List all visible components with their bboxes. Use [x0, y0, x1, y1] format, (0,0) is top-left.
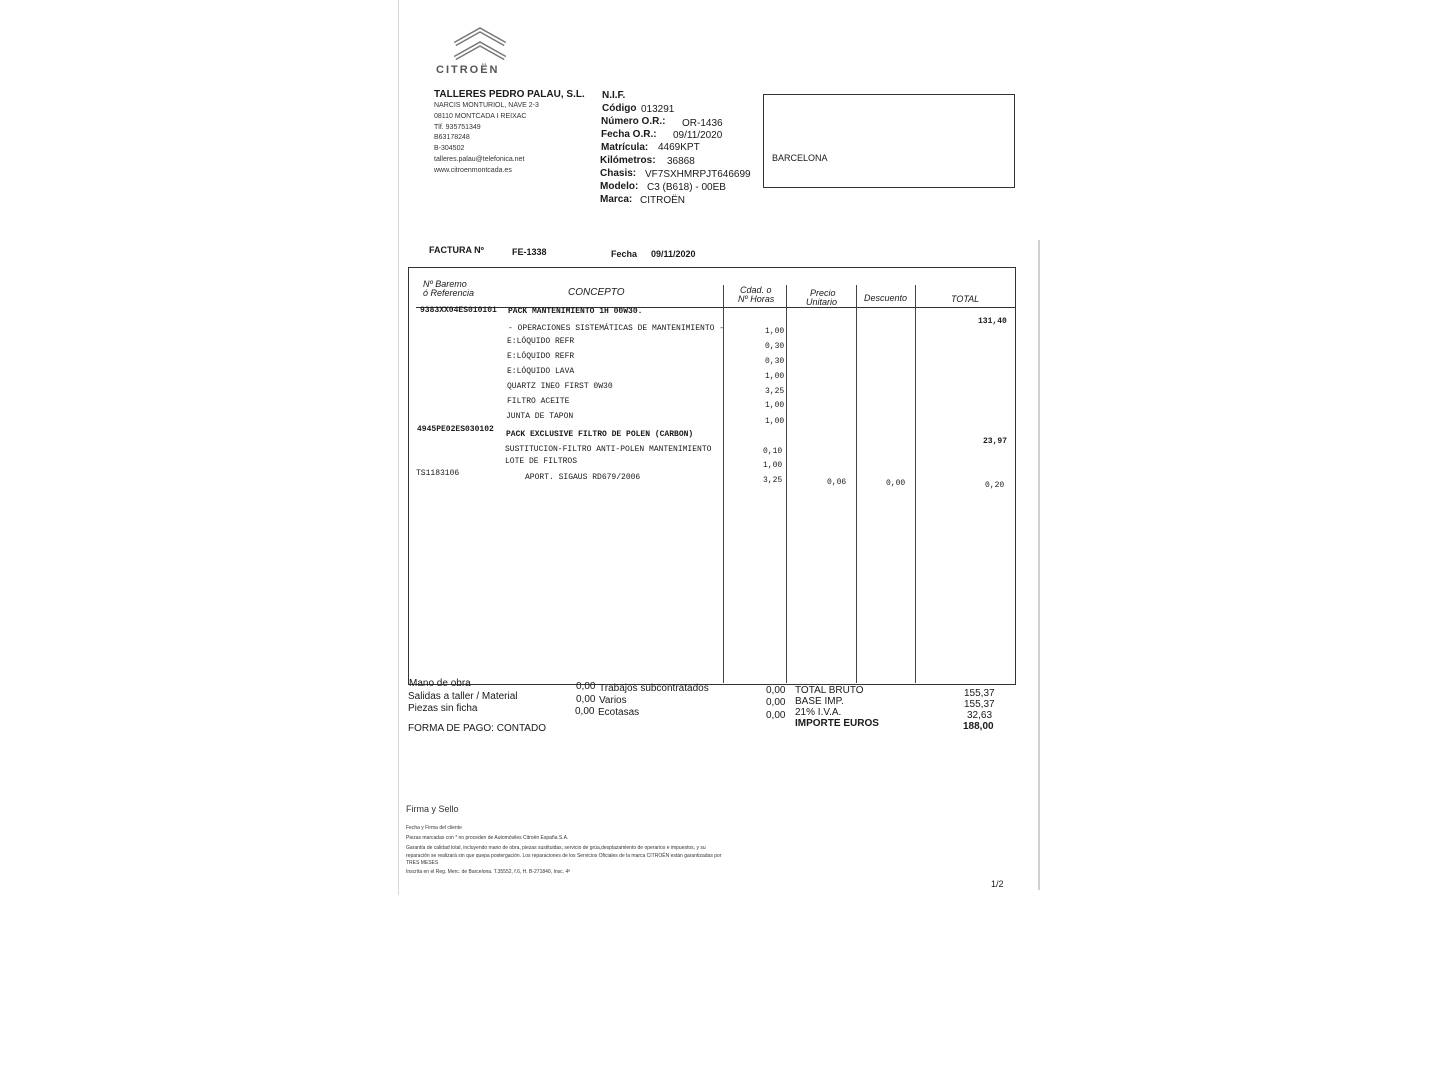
page-number: 1/2: [991, 879, 1004, 889]
factura-number: FE-1338: [512, 247, 547, 257]
row-9-concept: PACK EXCLUSIVE FILTRO DE POLEN (CARBON): [506, 430, 694, 439]
row-12-total: 0,20: [985, 481, 1005, 490]
mano-obra-value: 0,00: [576, 681, 596, 692]
col-divider-total: [915, 285, 916, 683]
piezas-label: Piezas sin ficha: [408, 703, 478, 714]
page-edge-right: [1038, 240, 1040, 890]
row-12-ref: TS1183106: [416, 469, 460, 478]
total-bruto-value: 155,37: [964, 688, 995, 699]
row-10-concept: SUSTITUCION-FILTRO ANTI-POLEN MANTENIMIENTO: [505, 445, 712, 454]
modelo-value: C3 (B618) - 00EB: [647, 182, 726, 193]
salidas-label: Salidas a taller / Material: [408, 691, 518, 702]
trabajos-label: Trabajos subcontratados: [599, 683, 709, 694]
chasis-label: Chasis:: [600, 168, 637, 179]
row-12-price: 0,06: [827, 478, 847, 487]
varios-value: 0,00: [766, 697, 786, 708]
row-11-concept: LOTE DE FILTROS: [505, 457, 578, 466]
row-1-total: 131,40: [978, 317, 1007, 326]
fecha-or-value: 09/11/2020: [673, 130, 723, 141]
fecha-or-label: Fecha O.R.:: [601, 129, 657, 140]
footer-line-5: TRES MESES: [406, 860, 439, 866]
varios-label: Varios: [599, 695, 627, 706]
row-12-qty: 3,25: [763, 476, 783, 485]
ecotasas-label: Ecotasas: [598, 707, 640, 718]
row-9-total: 23,97: [983, 437, 1008, 446]
nif-label: N.I.F.: [602, 90, 626, 101]
row-8-concept: JUNTA DE TAPON: [506, 412, 574, 421]
brand-name: CITROËN: [436, 64, 500, 76]
th-cdad-line1: Cdad. o: [740, 285, 772, 295]
col-divider-disc: [856, 285, 857, 683]
marca-value: CITROËN: [640, 195, 685, 206]
row-11-qty: 1,00: [763, 461, 783, 470]
row-1-ref: 9383XX04ES010101: [420, 306, 497, 315]
client-address-box: [763, 94, 1015, 188]
codigo-label: Código: [602, 103, 637, 114]
codigo-value: 013291: [641, 104, 675, 115]
ecotasas-value: 0,00: [766, 710, 786, 721]
row-8-qty: 1,00: [765, 417, 785, 426]
footer-line-1: Fecha y Firma del cliente: [406, 825, 462, 831]
company-address: NARCIS MONTURIOL, NAVE 2-3: [434, 102, 539, 109]
company-city: 08110 MONTCADA I REIXAC: [434, 113, 527, 120]
row-4-qty: 0,30: [765, 357, 785, 366]
row-4-concept: E:LÓQUIDO REFR: [507, 352, 575, 361]
footer-line-4: reparación se realizará sin que quepa postergación. Los reparaciones de los Servicios Oficiales de la marca CITROËN están garantizadas por: [406, 853, 722, 859]
modelo-label: Modelo:: [600, 181, 639, 192]
company-phone: Tlf. 935751349: [434, 124, 481, 131]
row-6-concept: QUARTZ INEO FIRST 0W30: [507, 382, 613, 391]
importe-value: 188,00: [963, 721, 994, 732]
company-name: TALLERES PEDRO PALAU, S.L.: [434, 89, 585, 100]
row-7-qty: 1,00: [765, 401, 785, 410]
th-descuento: Descuento: [864, 293, 908, 303]
forma-pago: FORMA DE PAGO: CONTADO: [408, 723, 546, 734]
th-ref-line1: Nº Baremo: [423, 279, 467, 289]
th-precio-line1: Precio: [810, 288, 836, 298]
base-imp-value: 155,37: [964, 699, 995, 710]
base-imp-label: BASE IMP.: [795, 696, 844, 707]
km-value: 36868: [667, 156, 695, 167]
iva-label: 21% I.V.A.: [795, 707, 842, 718]
trabajos-value: 0,00: [766, 685, 786, 696]
matricula-label: Matrícula:: [601, 142, 649, 153]
row-3-concept: E:LÓQUIDO REFR: [507, 337, 575, 346]
company-web: www.citroenmontcada.es: [434, 167, 512, 174]
footer-line-2: Piezas marcadas con * no proceden de Automóviles Citroën España S.A.: [406, 835, 569, 841]
iva-value: 32,63: [967, 710, 993, 721]
row-5-qty: 1,00: [765, 372, 785, 381]
salidas-value: 0,00: [576, 694, 596, 705]
footer-line-3: Garantía de calidad total, incluyendo mano de obra, piezas sustituidas, servicio de grúa,desplazamiento de operarios e impuestos, y su: [406, 845, 706, 851]
th-total: TOTAL: [951, 294, 980, 304]
importe-label: IMPORTE EUROS: [795, 718, 879, 729]
fecha-value: 09/11/2020: [651, 249, 696, 259]
total-bruto-label: TOTAL BRUTO: [795, 685, 864, 696]
or-value: OR-1436: [682, 118, 723, 129]
or-label: Número O.R.:: [601, 116, 666, 127]
row-10-qty: 0,10: [763, 447, 783, 456]
company-email: talleres.palau@telefonica.net: [434, 156, 525, 163]
footer-line-6: Inscrita en el Reg. Merc. de Barcelona. T.35552, f.6, H. B-271840, Insc. 4ª: [406, 869, 571, 875]
col-divider-price: [786, 285, 787, 683]
company-cif: B63178248: [434, 134, 470, 141]
th-concepto: CONCEPTO: [568, 287, 625, 298]
row-7-concept: FILTRO ACEITE: [507, 397, 570, 406]
mano-obra-label: Mano de obra: [409, 678, 471, 689]
row-5-concept: E:LÓQUIDO LAVA: [507, 367, 575, 376]
firma-sello: Firma y Sello: [406, 804, 459, 814]
th-precio-line2: Unitario: [806, 297, 838, 307]
fecha-label: Fecha: [611, 249, 638, 259]
client-city: BARCELONA: [772, 153, 828, 163]
row-3-qty: 0,30: [765, 342, 785, 351]
row-2-qty: 1,00: [765, 327, 785, 336]
marca-label: Marca:: [600, 194, 633, 205]
row-9-ref: 4945PE02ES030102: [417, 425, 494, 434]
km-label: Kilómetros:: [600, 155, 656, 166]
th-cdad-line2: Nº Horas: [738, 294, 775, 304]
row-1-concept: PACK MANTENIMIENTO 1H 00W30.: [508, 307, 643, 316]
row-12-disc: 0,00: [886, 479, 906, 488]
citroen-logo-icon: [450, 14, 510, 62]
th-ref-line2: ó Referencia: [423, 288, 475, 298]
page-edge-left: [398, 0, 399, 895]
table-header-divider: [416, 307, 1016, 308]
matricula-value: 4469KPT: [658, 142, 700, 153]
row-2-concept: - OPERACIONES SISTEMÁTICAS DE MANTENIMIENTO -: [508, 324, 725, 333]
company-reg: B-304502: [434, 145, 465, 152]
factura-label: FACTURA Nº: [429, 245, 484, 255]
col-divider-qty: [723, 285, 724, 683]
row-12-concept: APORT. SIGAUS RD679/2006: [525, 473, 641, 482]
chasis-value: VF7SXHMRPJT646699: [645, 169, 751, 180]
piezas-value: 0,00: [575, 706, 595, 717]
row-6-qty: 3,25: [765, 387, 785, 396]
